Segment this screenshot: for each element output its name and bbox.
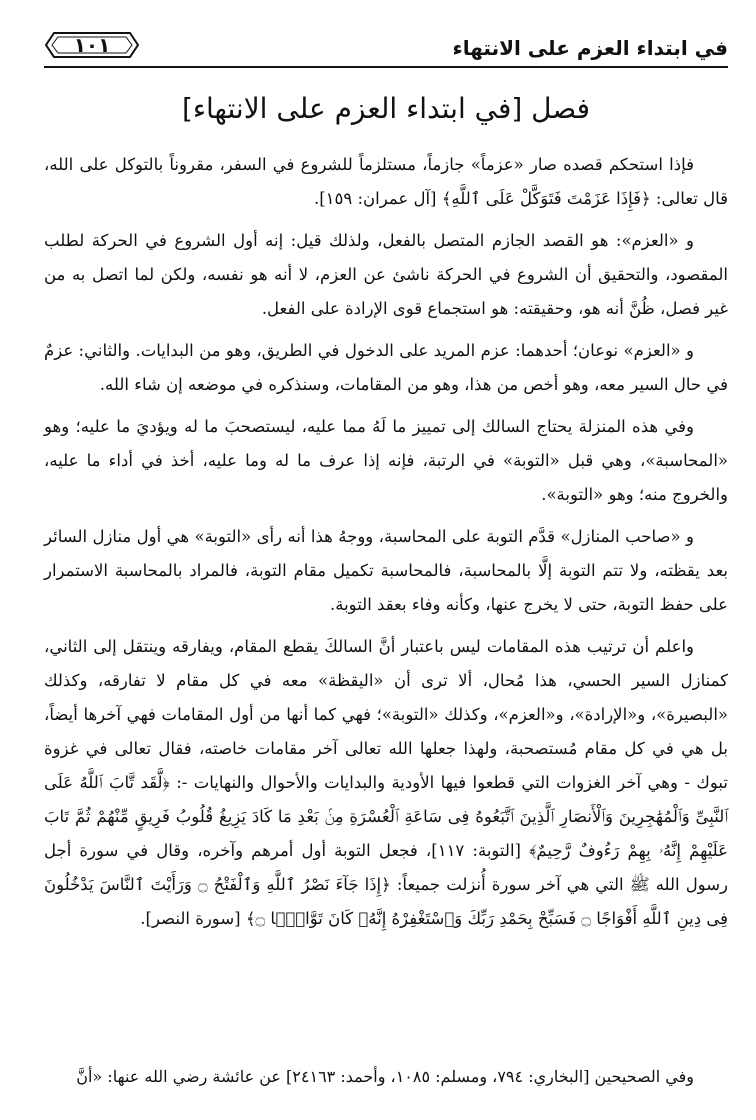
paragraph: و «العزم» نوعان؛ أحدهما: عزم المريد على الدخول في الطريق، وهو من البدايات. والثاني: عزمٌ في حال السير معه، وهو أخص من هذا، وهو من المقامات، وسنذكره في موضعه إن شاء الله. bbox=[44, 341, 728, 394]
running-header bbox=[44, 30, 728, 64]
paragraph: و «العزم»: هو القصد الجازم المتصل بالفعل، ولذلك قيل: إنه أول الشروع في الحركة لطلب المقصود، والتحقيق أن الشروع في الحركة ناشئ عن العزم، لا أنه هو نفسه، ولكن لما اتصل به من غير فصل، ظُنَّ أنه هو، وحقيقته: هو استجماع قوى الإرادة على الفعل. bbox=[44, 231, 728, 318]
chapter-title: فصل [في ابتداء العزم على الانتهاء] bbox=[181, 92, 591, 125]
paragraph: و «صاحب المنازل» قدَّم التوبة على المحاسبة، ووجهُ هذا أنه رأى «التوبة» هي أول منازل السائر بعد يقظته، ولا تتم التوبة إلَّا بالمحاسبة، فالمحاسبة تكميل مقام التوبة، فالمراد بالمحاسبة الاستمرار على حفظ التوبة، حتى لا يخرج عنها، وكأنه وفاء بعقد التوبة. bbox=[44, 527, 728, 614]
paragraph: واعلم أن ترتيب هذه المقامات ليس باعتبار أنَّ السالكَ يقطع المقام، ويفارقه وينتقل إلى الثاني، كمنازل السير الحسي، هذا مُحال، ألا ترى أن «اليقظة» معه في كل مقام لا تفارقه، وكذلك «البصيرة»، و«الإرادة»، و«العزم»، وكذلك «التوبة»؛ فهي كما أنها من أول المقامات فهي آخرها أيضاً، بل هي في كل مقام مُستصحبة، ولهذا جعلها الله تعالى آخر مقامات خاصته، فقال تعالى في غزوة تبوك - وهي آخر الغزوات التي قطعوا فيها الأودية والبدايات والأحوال والنهايات -: ﴿لَّقَد تَّابَ ٱللَّهُ عَلَى ٱلنَّبِىِّ وَٱلْمُهَٰجِرِينَ وَٱلْأَنصَارِ ٱلَّذِينَ ٱتَّبَعُوهُ فِى سَاعَةِ ٱلْعُسْرَةِ مِنۢ بَعْدِ مَا كَادَ يَزِيغُ قُلُوبُ فَرِيقٍ مِّنْهُمْ ثُمَّ تَابَ عَلَيْهِمْ إِنَّهُۥ بِهِمْ رَءُوفٌ رَّحِيمٌ﴾ [التوبة: ١١٧]، فجعل التوبة أول أمرهم وآخره، وقال في سورة أجل رسول الله ﷺ التي هي آخر سورة أُنزلت جميعاً: ﴿إِذَا جَآءَ نَصْرُ ٱللَّهِ وَٱلْفَتْحُ ۝ وَرَأَيْتَ ٱلنَّاسَ يَدْخُلُونَ فِى دِينِ ٱللَّهِ أَفْوَاجًا ۝ فَسَبِّحْ بِحَمْدِ رَبِّكَ وَٱسْتَغْفِرْهُ إِنَّهُۥ كَانَ تَوَّابًۢا ۝﴾ [سورة النصر]. bbox=[44, 637, 729, 928]
running-title: في ابتداء العزم على الانتهاء bbox=[452, 36, 728, 60]
paragraph: وفي هذه المنزلة يحتاج السالك إلى تمييز ما لَهُ مما عليه، ليستصحبَ ما له ويؤديَ ما عليه؛ وهو «المحاسبة»، وهي قبل «التوبة» في الرتبة، فإنه إذا عرف ما له وما عليه، أخذ في أداء ما عليه، والخروج منه؛ وهو «التوبة». bbox=[44, 417, 728, 504]
body-text bbox=[44, 148, 728, 944]
paragraph: فإذا استحكم قصده صار «عزماً» جازماً، مستلزماً للشروع في السفر، مقروناً بالتوكل على الله، قال تعالى: ﴿فَإِذَا عَزَمْتَ فَتَوَكَّلْ عَلَى ٱللَّهِ﴾ [آل عمران: ١٥٩]. bbox=[44, 155, 728, 208]
page-number-frame bbox=[44, 30, 140, 60]
header-divider bbox=[44, 66, 728, 68]
page-number: ١٠١ bbox=[73, 33, 111, 57]
closing-paragraph: وفي الصحيحين [البخاري: ٧٩٤، ومسلم: ١٠٨٥، وأحمد: ٢٤١٦٣] عن عائشة رضي الله عنها: «أنَّ bbox=[76, 1067, 694, 1086]
